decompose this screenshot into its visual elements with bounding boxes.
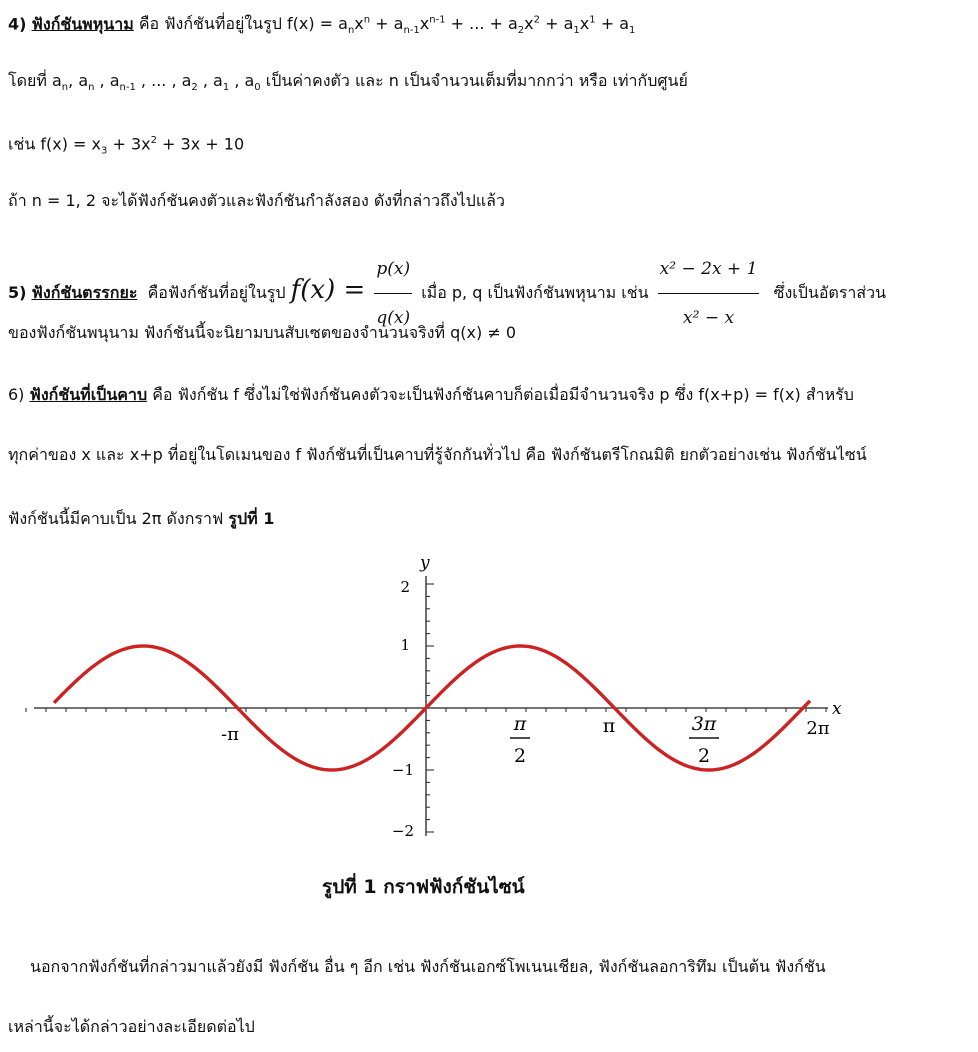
section4-line1 bbox=[8, 10, 635, 43]
y-tick-label-1: 1 bbox=[400, 636, 410, 654]
section6-line3: ฟังก์ชันนี้มีคาบเป็น 2π ดังกราฟ รูปที่ 1 bbox=[8, 509, 275, 528]
svg-text:2: 2 bbox=[513, 745, 527, 767]
sine-graph bbox=[22, 548, 852, 844]
section5-line2: ของฟังก์ชันพนุนาม ฟังก์ชันนี้จะนิยามบนสับเซตของจำนวนจริงที่ q(x) ≠ 0 bbox=[8, 323, 516, 342]
section5-fx: f(x) = bbox=[290, 275, 366, 305]
section4-example: เช่น $f(x) = x_3 + 3x^2 + 3x + 10$ bbox=[8, 134, 245, 157]
x-tick-label-pi: π bbox=[602, 715, 616, 737]
section6-line1: 6) ฟังก์ชันที่เป็นคาบ คือ ฟังก์ชัน f ซึ่งไม่ใช่ฟังก์ชันคงตัวจะเป็นฟังก์ชันคาบก็ต่อเมื่อมีจำนวนจริง p ซึ่ง f(x+p) = f(x) สำหรับ bbox=[8, 385, 854, 404]
y-tick-label-neg2: −2 bbox=[391, 822, 414, 840]
svg-text:3π: 3π bbox=[691, 713, 717, 735]
closing-line1: นอกจากฟังก์ชันที่กล่าวมาแล้วยังมี ฟังก์ชัน อื่น ๆ อีก เช่น ฟังก์ชันเอกซ์โพเนนเชียล, ฟังก์ชันลอการิทึม เป็นต้น ฟังก์ชัน bbox=[30, 957, 826, 976]
section4-note: ถ้า n = 1, 2 จะได้ฟังก์ชันคงตัวและฟังก์ชันกำลังสอง ดังที่กล่าวถึงไปแล้ว bbox=[8, 191, 505, 210]
section6-line2: ทุกค่าของ x และ x+p ที่อยู่ในโดเมนของ f ฟังก์ชันที่เป็นคาบที่รู้จักกันทั่วไป คือ ฟังก์ชันตรีโกณมิติ ยกตัวอย่างเช่น ฟังก์ชันไซน์ bbox=[8, 445, 867, 464]
figure-caption: รูปที่ 1 กราฟฟังก์ชันไซน์ bbox=[322, 876, 525, 898]
x-tick-label-pi-over-2 bbox=[510, 713, 530, 767]
section4-label: 4) bbox=[8, 14, 27, 34]
section4-title: ฟังก์ชันพหุนาม bbox=[31, 14, 134, 34]
section5-line1: 5) ฟังก์ชันตรรกยะ คือฟังก์ชันที่อยู่ในรูป f(x) = $\frac{p(x)}{q(x)}$ เมื่อ p, q เป็นฟังก์ชันพหุนาม เช่น $\frac{\text{x² − 2x + 1}}{\text{x² − x}}$ ซึ่งเป็นอัตราส่วน bbox=[8, 246, 886, 341]
section6-title: ฟังก์ชันที่เป็นคาบ bbox=[29, 385, 148, 404]
figure-reference: รูปที่ 1 bbox=[228, 509, 275, 528]
x-axis-label: x bbox=[832, 699, 842, 719]
section4-line2: โดยที่ $a_n$, $a_n$ , $a_{n-1}$ , ... , $a_2$ , $a_1$ , $a_0$ เป็นค่าคงตัว และ n เป็นจำนวนเต็มที่มากกว่า หรือ เท่ากับศูนย์ bbox=[8, 71, 688, 94]
section5-label: 5) bbox=[8, 283, 27, 302]
x-tick-label-neg-pi: -π bbox=[221, 724, 239, 745]
section6-label: 6) bbox=[8, 385, 25, 404]
svg-text:π: π bbox=[513, 713, 527, 735]
x-tick-label-3pi-over-2 bbox=[689, 713, 719, 767]
y-axis-label: y bbox=[420, 553, 430, 573]
section5-fraction: $\frac{p(x)}{q(x)}$ bbox=[374, 246, 412, 341]
section5-title: ฟังก์ชันตรรกยะ bbox=[31, 283, 138, 302]
svg-text:2: 2 bbox=[697, 745, 711, 767]
section5-example-fraction: $\frac{\text{x² − 2x + 1}}{\text{x² − x}}$ bbox=[658, 246, 760, 341]
y-tick-label-2: 2 bbox=[400, 578, 410, 596]
y-tick-label-neg1: −1 bbox=[391, 761, 414, 779]
section4-def: คือ ฟังก์ชันที่อยู่ในรูป $f(x) = a_nx^n + a_{n-1}x^{n-1}$ + ... + $a_2x^2 + a_1x^1 + a_1$ bbox=[138, 14, 636, 37]
x-tick-label-2pi: 2π bbox=[806, 718, 830, 739]
closing-line2: เหล่านี้จะได้กล่าวอย่างละเอียดต่อไป bbox=[8, 1017, 255, 1036]
